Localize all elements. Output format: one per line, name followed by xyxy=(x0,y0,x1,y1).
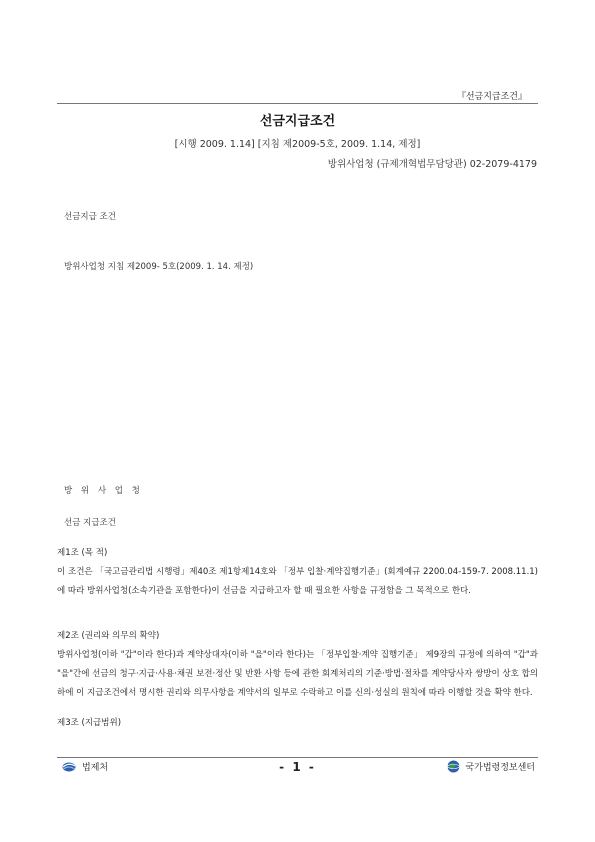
article-heading: 제2조 (권리와 의무의 확약) xyxy=(57,631,160,641)
footer-right-label: 국가법령정보센터 xyxy=(465,763,535,773)
footer-left-label: 법제처 xyxy=(82,763,109,773)
header-divider xyxy=(57,103,538,104)
globe-logo-icon xyxy=(447,760,460,773)
article-text: 이 조건은 「국고금관리법 시행령」제40조 제1항제14호와 「정부 입찰·계약집행기준」(회계예규 2200.04-159-7. 2008.11.1)에 따라 방위사업청(소속기관을 포함한다)이 선금을 지급하고자 할 때 필요한 사항을 규정함을 그 목적으로 한다. xyxy=(57,567,538,596)
article-heading: 제3조 (지급범위) xyxy=(57,718,122,728)
document-tag: 『선금지급조건』 xyxy=(456,92,527,102)
body-heading-1: 선금지급 조건 xyxy=(64,212,116,222)
page-number: - 1 - xyxy=(279,760,316,774)
article-1 xyxy=(57,544,538,601)
footer-right xyxy=(447,760,535,773)
footer-divider xyxy=(57,757,538,758)
article-3 xyxy=(57,714,538,733)
article-text: 방위사업청(이하 "갑"이라 한다)과 계약상대자(이하 "을"이라 한다)는 「정부입찰·계약 집행기준」 제9장의 규정에 의하여 "갑"과 "을"간에 선금의 청구·지급·사용·채권 보전·정산 및 반환 사항 등에 관한 회계처리의 기준·방법·절차를 계약당사자 쌍방이 상호 합의 하에 이 지급조건에서 명시한 권리와 의무사항을 계약서의 일부로 수락하고 이를 신의·성실의 원칙에 따라 이행할 것을 확약 한다. xyxy=(57,650,538,698)
article-2 xyxy=(57,627,538,703)
article-heading: 제1조 (목 적) xyxy=(57,548,108,558)
guideline-reference: 방위사업청 지침 제2009- 5호(2009. 1. 14. 제정) xyxy=(64,262,254,272)
document-title: 선금지급조건 xyxy=(259,114,336,129)
agency-name: 방 위 사 업 청 xyxy=(64,486,143,496)
body-heading-2: 선금 지급조건 xyxy=(64,518,116,528)
ministry-contact: 방위사업청 (규제개혁법무담당관) 02-2079-4179 xyxy=(327,159,537,170)
enforcement-info: [시행 2009. 1.14] [지침 제2009-5호, 2009. 1.14, 제정] xyxy=(174,139,421,150)
